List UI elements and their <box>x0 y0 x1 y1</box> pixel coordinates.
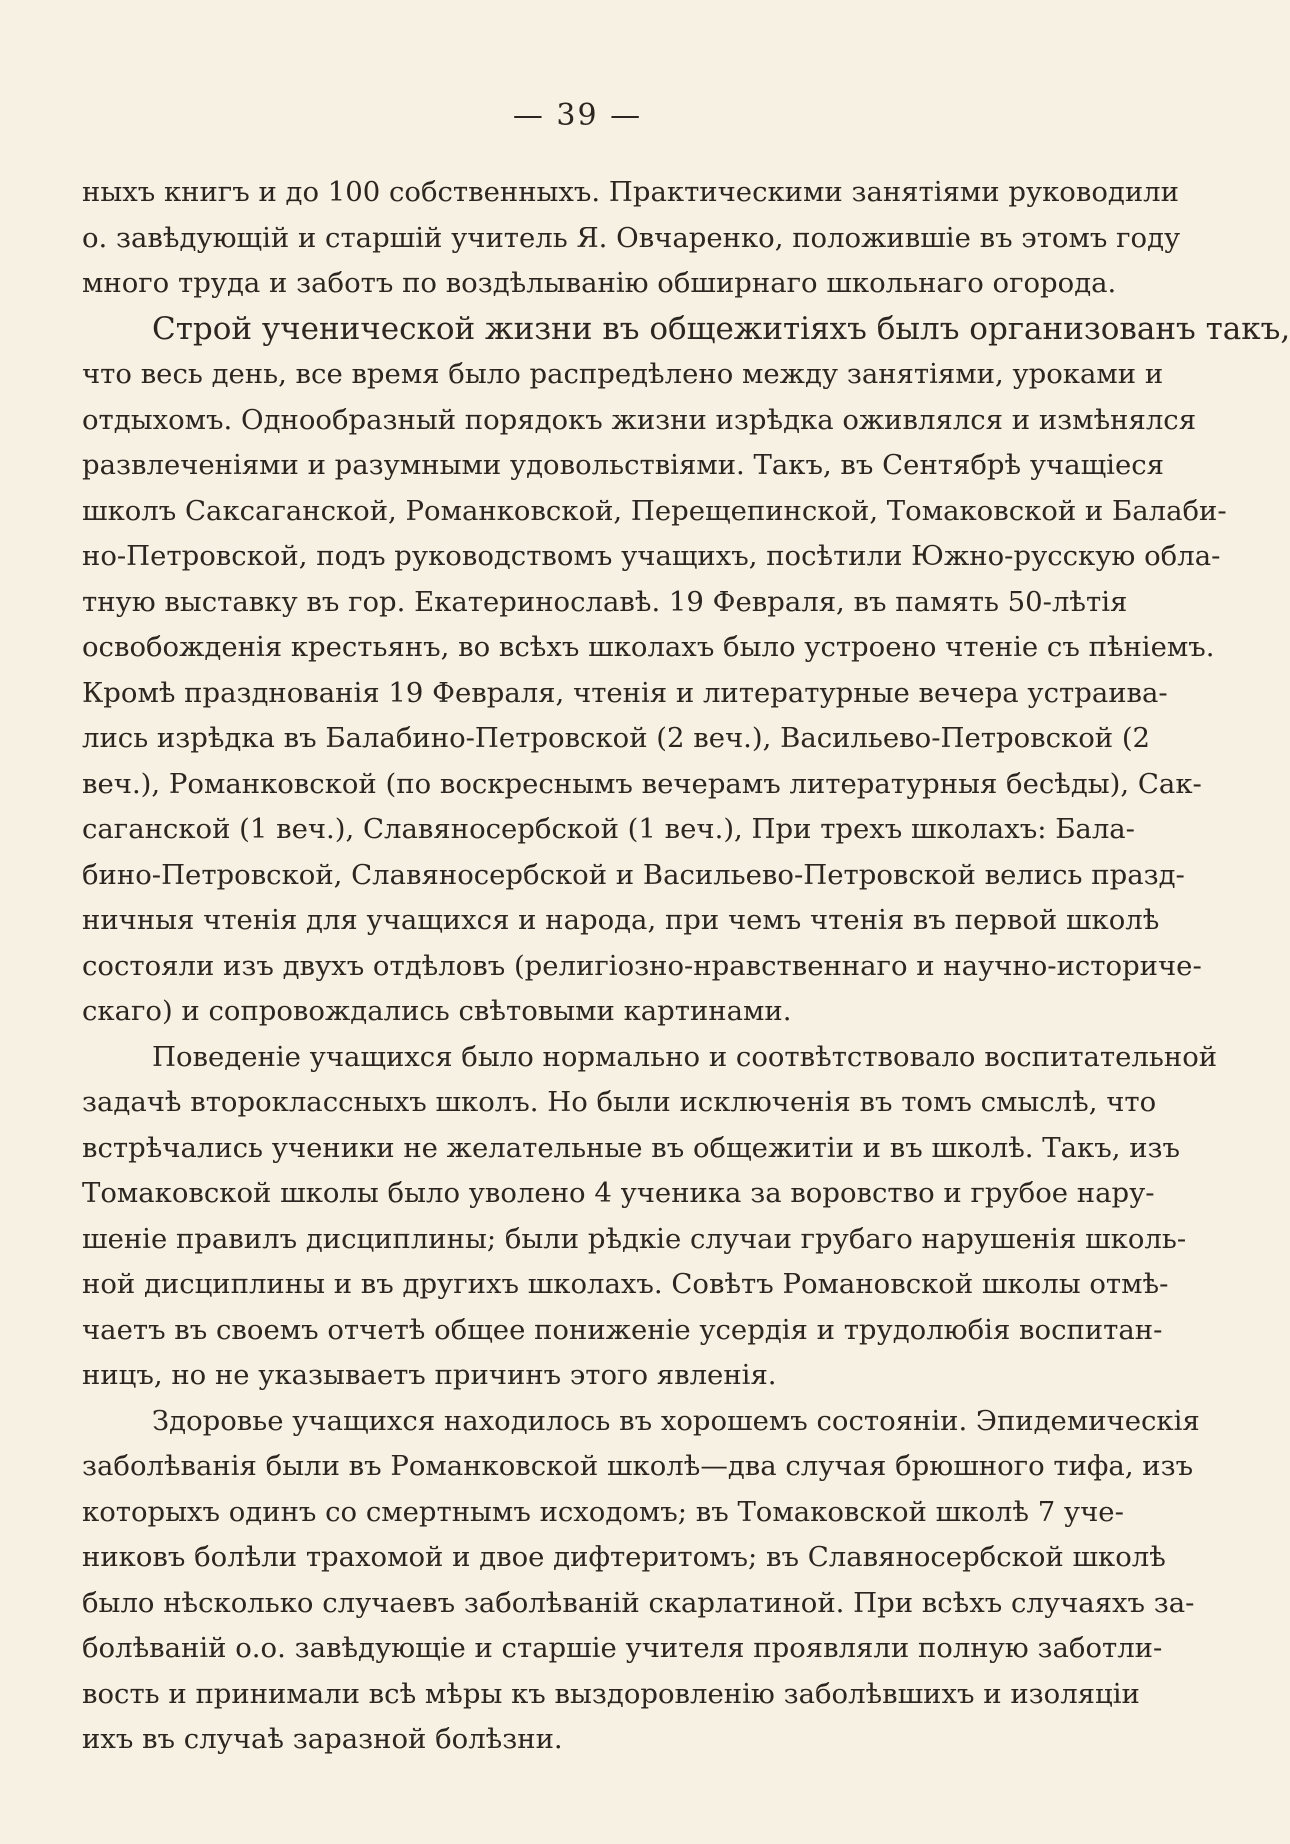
text-line: болѣваній о.о. завѣдующіе и старшіе учителя проявляли полную заботли- <box>82 1632 1163 1664</box>
text-line: заболѣванія были въ Романковской школѣ—два случая брюшного тифа, изъ <box>82 1450 1194 1482</box>
text-line: много труда и заботъ по воздѣлыванію обширнаго школьнаго огорода. <box>82 267 1117 299</box>
text-line: о. завѣдующій и старшій учитель Я. Овчаренко, положившіе въ этомъ году <box>82 221 1181 254</box>
body-text <box>82 170 1290 1763</box>
paragraph <box>82 1399 1200 1763</box>
text-line: Кромѣ празднованія 19 Февраля, чтенія и литературные вечера устраива- <box>82 676 1168 709</box>
text-line: что весь день, все время было распредѣлено между занятіями, уроками и <box>82 358 1164 390</box>
text-line: чаетъ въ своемъ отчетѣ общее пониженіе усердія и трудолюбія воспитан- <box>82 1313 1163 1346</box>
text-line: ницъ, но не указываетъ причинъ этого явленія. <box>82 1359 777 1391</box>
text-line: встрѣчались ученики не желательные въ общежитіи и въ школѣ. Такъ, изъ <box>82 1131 1181 1164</box>
text-line: ничныя чтенія для учащихся и народа, при чемъ чтенія въ первой школѣ <box>82 904 1160 936</box>
text-line: было нѣсколько случаевъ заболѣваній скарлатиной. При всѣхъ случаяхъ за- <box>82 1586 1195 1619</box>
text-line: развлеченіями и разумными удовольствіями. Такъ, въ Сентябрѣ учащіеся <box>82 449 1164 481</box>
text-line: бино-Петровской, Славяносербской и Васильево-Петровской велись празд- <box>82 858 1185 891</box>
text-line: Томаковской школы было уволено 4 ученика за воровство и грубое нару- <box>82 1177 1155 1209</box>
paragraph <box>82 1035 1218 1399</box>
text-line: никовъ болѣли трахомой и двое дифтеритомъ; въ Славяносербской школѣ <box>82 1541 1166 1573</box>
text-line: освобожденія крестьянъ, во всѣхъ школахъ было устроено чтеніе съ пѣніемъ. <box>82 631 1215 663</box>
text-line: скаго) и сопровождались свѣтовыми картинами. <box>82 995 792 1027</box>
text-line: школъ Саксаганской, Романковской, Перещепинской, Томаковской и Балаби- <box>82 494 1227 527</box>
text-line: ной дисциплины и въ другихъ школахъ. Совѣтъ Романовской школы отмѣ- <box>82 1268 1169 1300</box>
text-line: шеніе правилъ дисциплины; были рѣдкіе случаи грубаго нарушенія школь- <box>82 1222 1187 1255</box>
text-line: ныхъ книгъ и до 100 собственныхъ. Практическими занятіями руководили <box>82 176 1179 208</box>
text-line: отдыхомъ. Однообразный порядокъ жизни изрѣдка оживлялся и измѣнялся <box>82 403 1197 436</box>
text-line: состояли изъ двухъ отдѣловъ (религіозно-нравственнаго и научно-историче- <box>82 949 1202 982</box>
paragraph <box>82 307 1290 1035</box>
text-line: тную выставку въ гор. Екатеринославѣ. 19 Февраля, въ память 50-лѣтія <box>82 585 1128 618</box>
text-line: которыхъ одинъ со смертнымъ исходомъ; въ Томаковской школѣ 7 уче- <box>82 1495 1124 1528</box>
text-line: но-Петровской, подъ руководствомъ учащихъ, посѣтили Южно-русскую обла- <box>82 540 1221 572</box>
text-line: веч.), Романковской (по воскреснымъ вечерамъ литературныя бесѣды), Сак- <box>82 767 1202 800</box>
paragraph <box>82 170 1181 307</box>
text-line: Здоровье учащихся находилось въ хорошемъ состояніи. Эпидемическія <box>152 1404 1200 1437</box>
page-number: — 39 — <box>512 98 643 133</box>
text-line: саганской (1 веч.), Славяносербской (1 веч.), При трехъ школахъ: Бала- <box>82 813 1135 845</box>
text-line: Поведеніе учащихся было нормально и соотвѣтствовало воспитательной <box>152 1040 1218 1073</box>
text-line: Строй ученической жизни въ общежитіяхъ былъ организованъ такъ, <box>152 310 1290 347</box>
text-line: лись изрѣдка въ Балабино-Петровской (2 веч.), Васильево-Петровской (2 <box>82 722 1151 754</box>
text-line: задачѣ второклассныхъ школъ. Но были исключенія въ томъ смыслѣ, что <box>82 1086 1157 1118</box>
text-line: ихъ въ случаѣ заразной болѣзни. <box>82 1723 563 1755</box>
text-line: вость и принимали всѣ мѣры къ выздоровленію заболѣвшихъ и изоляціи <box>82 1677 1140 1710</box>
